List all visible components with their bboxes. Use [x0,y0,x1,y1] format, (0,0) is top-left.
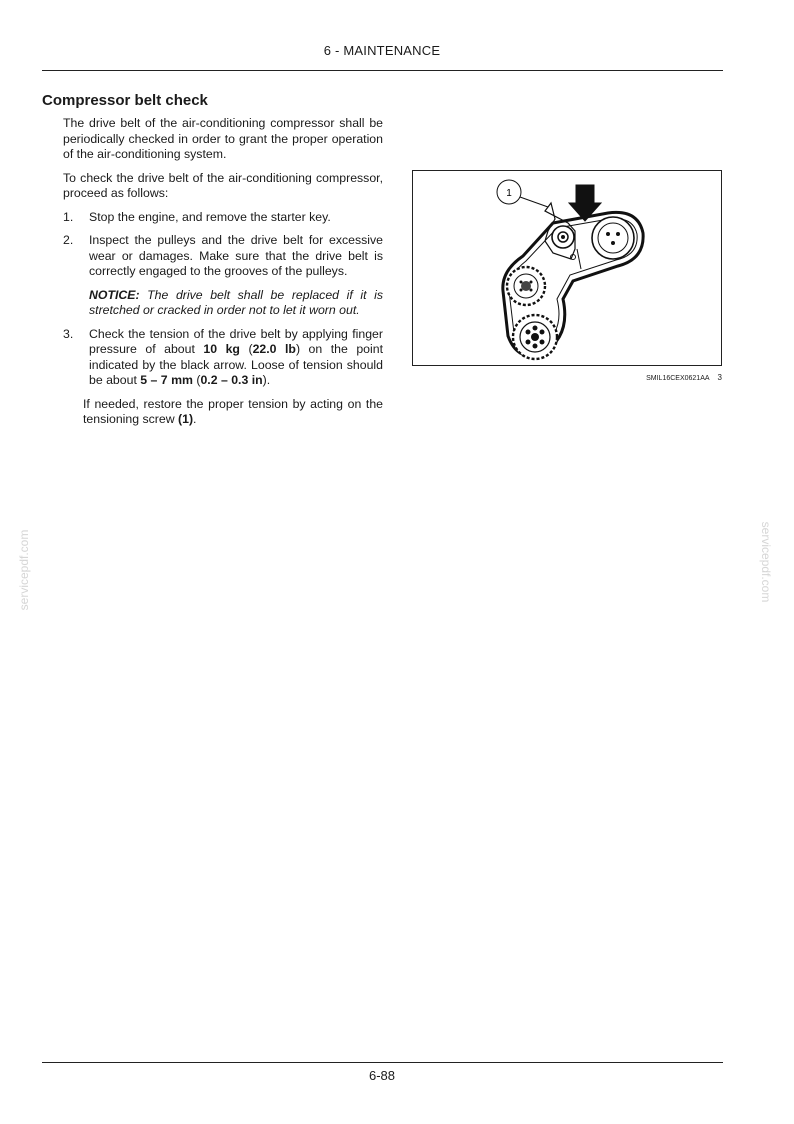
compressor-pulley [592,217,634,259]
restore-text: If needed, restore the proper tension by acting on the tensioning screw [83,396,383,426]
step-number: 2. [63,233,74,247]
step-1 [63,210,383,226]
page-number: 6-88 [368,1068,396,1083]
belt-figure [412,170,722,366]
step-text [89,327,383,388]
notice-text: The drive belt shall be replaced if it is stretched or cracked in order not to let it worn out. [89,287,383,317]
figure-number: 3 [717,373,722,382]
step-text-part: ( [239,342,253,356]
step-text-part: ) on the point indicated by the black arrow. Loose of tension should be about [89,342,383,387]
watermark-right: servicepdf.com [759,521,773,603]
force-value-imperial: 22.0 lb [252,342,296,356]
step-text-part: Check the tension of the drive belt by applying finger pressure of about [89,326,383,356]
watermark-left: servicepdf.com [17,529,31,611]
step-2 [63,233,383,319]
restore-paragraph [63,397,383,428]
deflection-value: 5 – 7 mm [140,373,193,387]
figure-code: SMIL16CEX0621AA [646,375,710,382]
step-text: Stop the engine, and remove the starter key. [89,209,331,224]
tensioner-pulley [552,226,574,248]
section-title: Compressor belt check [42,92,208,109]
belt-illustration [413,171,721,365]
step-text-part: ). [262,373,271,387]
intro-paragraph: The drive belt of the air-conditioning compressor shall be periodically checked in order to grant the proper operation of the air-conditioning system. [63,116,383,161]
callout-number: 1 [506,188,512,199]
step-number: 1. [63,209,74,224]
step-list [63,210,383,389]
step-text-part: ( [192,373,201,387]
crankshaft-pulley [513,315,557,359]
footer-rule [42,1062,723,1063]
step-number: 3. [63,326,74,341]
running-header: 6 - MAINTENANCE [323,43,441,58]
screw-reference: (1) [178,412,194,426]
header-rule [42,70,723,71]
step-text: Inspect the pulleys and the drive belt for excessive wear or damages. Make sure that the drive belt is correctly engaged to the grooves of the pulleys. [89,233,383,278]
notice-label: NOTICE: [89,287,140,302]
step-3 [63,327,383,389]
idler-pulley [507,267,545,305]
body-text [63,116,383,436]
deflection-value-imperial: 0.2 – 0.3 in [200,373,263,387]
figure-caption [560,373,722,382]
callout-leader [520,197,548,207]
force-value: 10 kg [203,342,240,356]
notice [89,288,383,319]
procedure-intro: To check the drive belt of the air-conditioning compressor, proceed as follows: [63,170,383,200]
restore-text-end: . [193,412,197,426]
